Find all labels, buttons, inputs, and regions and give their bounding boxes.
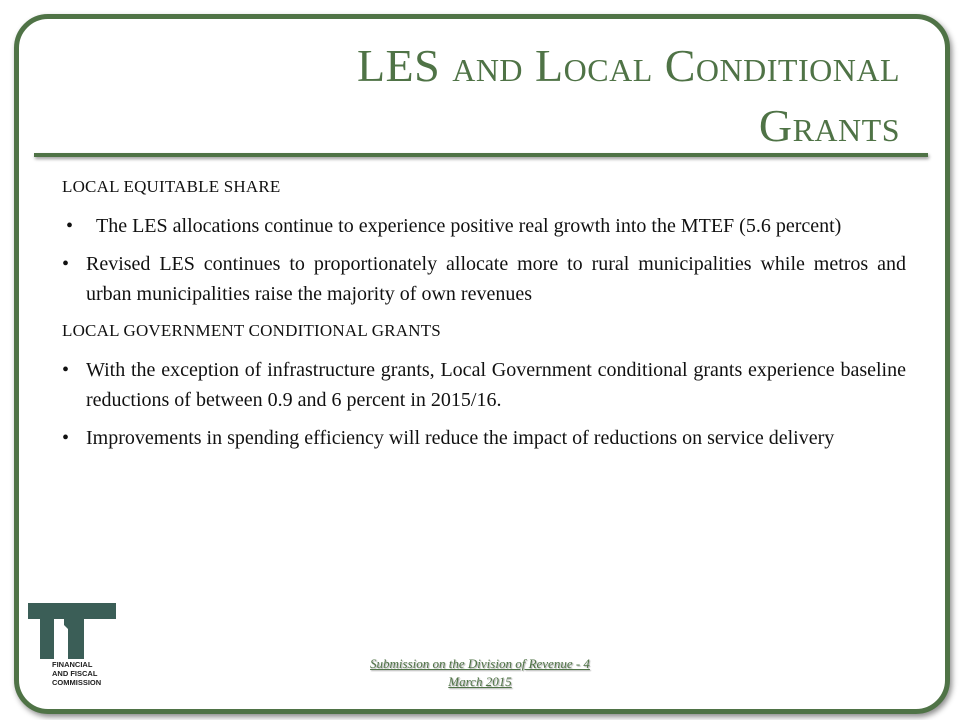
bullet-text: With the exception of infrastructure grants, Local Government conditional grants experience baseline reductions of between 0.9 and 6 percent in 2015/16. <box>86 359 906 411</box>
footer-line-1: Submission on the Division of Revenue - 4 <box>370 656 590 671</box>
bullet-text: The LES allocations continue to experience positive real growth into the MTEF (5.6 percent) <box>96 215 842 237</box>
title-line-2: Grants <box>758 100 900 151</box>
slide-footer <box>330 655 630 691</box>
bullet-item <box>62 355 906 415</box>
bullet-dot-icon: • <box>62 253 70 275</box>
logo-wordmark <box>52 660 101 687</box>
bullet-text: Revised LES continues to proportionately allocate more to rural municipalities while metros and urban municipalities raise the majority of own revenues <box>86 253 906 305</box>
footer-line-2: March 2015 <box>448 674 512 689</box>
bullet-item <box>62 211 906 241</box>
bullet-item <box>62 423 906 453</box>
slide-title <box>120 36 900 156</box>
bullet-item <box>62 249 906 309</box>
bullet-dot-icon: • <box>62 359 70 381</box>
title-line-1: LES and Local Conditional <box>356 40 900 91</box>
logo-line-2: AND FISCAL <box>52 669 98 678</box>
title-divider <box>34 153 928 157</box>
logo-line-1: FINANCIAL <box>52 660 93 669</box>
logo-line-3: COMMISSION <box>52 678 102 687</box>
section-heading-les: LOCAL EQUITABLE SHARE <box>62 177 281 196</box>
bullet-dot-icon: • <box>66 215 74 237</box>
section-heading-conditional-grants: LOCAL GOVERNMENT CONDITIONAL GRANTS <box>62 321 441 340</box>
slide-body <box>62 175 906 461</box>
bullet-dot-icon: • <box>62 427 70 449</box>
bullet-text: Improvements in spending efficiency will reduce the impact of reductions on service delivery <box>86 427 835 449</box>
